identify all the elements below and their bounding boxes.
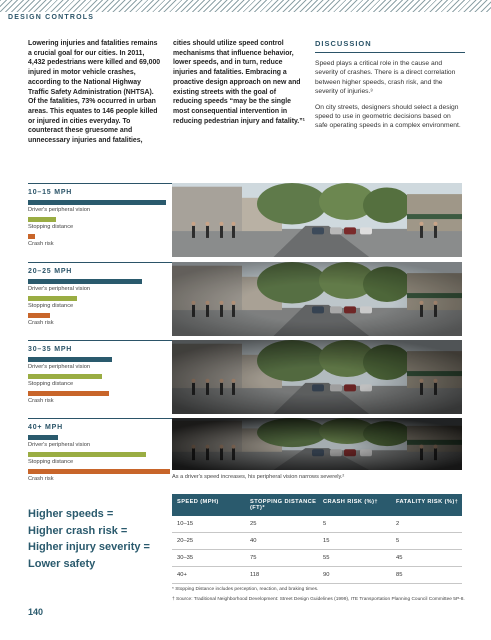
crash-bar [28, 391, 109, 396]
stopping-label: Stopping distance [28, 303, 74, 309]
header-crash-risk: CRASH RISK (%)† [323, 499, 378, 505]
header-speed: SPEED (MPH) [177, 499, 219, 505]
discussion-paragraph-2: On city streets, designers should select a design speed to use in geometric decisions based on safe operating speeds in a complex environment. [315, 103, 461, 130]
tagline-line: Higher speeds = [28, 508, 114, 520]
tagline [28, 506, 168, 572]
stopping-label: Stopping distance [28, 224, 74, 230]
speed-panel-40-plus [28, 418, 176, 482]
table-row [172, 533, 462, 550]
street-photo-40-plus [172, 418, 462, 470]
discussion-title: DISCUSSION [315, 39, 465, 53]
speed-label: 20–25 MPH [28, 268, 73, 275]
street-photo-20-25 [172, 262, 462, 336]
footnote: † Source: Traditional Neighborhood Development: Street Design Guidelines (1999), ITE Transportation Planning Council Committee 5P-8. [172, 596, 465, 602]
table-cell: 55 [323, 555, 330, 561]
speed-panel-20-25 [28, 262, 176, 326]
footnote: * Stopping Distance includes perception, reaction, and braking times. [172, 587, 319, 592]
tagline-line: Higher injury severity = [28, 541, 150, 553]
speed-label: 30–35 MPH [28, 346, 73, 353]
street-photo-30-35 [172, 340, 462, 414]
table-cell: 5 [323, 521, 327, 527]
table-header [172, 494, 462, 516]
table-row [172, 516, 462, 533]
table-cell: 25 [250, 521, 257, 527]
crash-label: Crash risk [28, 241, 54, 247]
table-cell: 90 [323, 572, 330, 578]
table-cell: 15 [323, 538, 330, 544]
crash-bar [28, 234, 35, 239]
vision-bar [28, 279, 142, 284]
speed-label: 40+ MPH [28, 424, 63, 431]
stopping-bar [28, 452, 146, 457]
vision-label: Driver's peripheral vision [28, 286, 91, 292]
vision-label: Driver's peripheral vision [28, 207, 91, 213]
crash-label: Crash risk [28, 476, 54, 482]
speed-panel-10-15 [28, 183, 176, 247]
header-stopping: STOPPING DISTANCE (FT)* [250, 499, 317, 511]
discussion-paragraph-1: Speed plays a critical role in the cause and severity of crashes. There is a direct correlation between higher speeds, crash risk, and the severity of injuries.³ [315, 60, 456, 96]
discussion-box [315, 39, 465, 131]
crash-bar [28, 469, 170, 474]
vision-bar [28, 200, 166, 205]
crash-label: Crash risk [28, 398, 54, 404]
intro-text-left: Lowering injuries and fatalities remains a crucial goal for our cities. In 2011, 4,432 pedestrians were killed and 69,000 injured in motor vehicle crashes, according to the National Highway Traffic Safety Administration (NHTSA). Of the fatalities, 73% occurred in urban areas. This equates to 146 people killed or injured in cities everyday. To counteract these gruesome and unnecessary injuries and fatalities, [28, 40, 161, 145]
vision-bar [28, 435, 58, 440]
stopping-bar [28, 296, 77, 301]
stopping-bar [28, 217, 56, 222]
table-cell: 2 [396, 521, 400, 527]
table-cell: 85 [396, 572, 403, 578]
tagline-line: Higher crash risk = [28, 524, 128, 537]
street-photo-10-15 [172, 183, 462, 257]
table-cell: 5 [396, 538, 400, 544]
table-cell: 40+ [177, 572, 187, 578]
street-scene-image [172, 340, 462, 414]
crash-label: Crash risk [28, 320, 54, 326]
street-scene-image [172, 183, 462, 257]
stopping-label: Stopping distance [28, 381, 74, 387]
page-number: 140 [28, 607, 44, 617]
table-cell: 75 [250, 555, 257, 561]
tagline-line: Lower safety [28, 557, 96, 570]
section-label: DESIGN CONTROLS [0, 14, 491, 21]
table-cell: 20–25 [177, 538, 194, 544]
vision-label: Driver's peripheral vision [28, 364, 91, 370]
table-row [172, 550, 462, 567]
street-scene-image [172, 262, 462, 336]
stopping-bar [28, 374, 102, 379]
header-fatality-risk: FATALITY RISK (%)† [396, 499, 459, 505]
speed-risk-table [172, 494, 462, 584]
speed-label: 10–15 MPH [28, 189, 73, 196]
street-scene-image [172, 418, 462, 470]
stopping-label: Stopping distance [28, 459, 74, 465]
intro-text-right: cities should utilize speed control mechanisms that influence behavior, lower speeds, and in turn, reduce injuries and fatalities. Embracing a proactive design approach on new and existing streets with the goal of reducing speeds “may be the single most consequential intervention in reducing pedestrian injury and fatality.”¹ [173, 40, 305, 125]
crash-bar [28, 313, 50, 318]
table-cell: 45 [396, 555, 403, 561]
table-cell: 118 [250, 572, 260, 578]
speed-panel-30-35 [28, 340, 176, 404]
vision-label: Driver's peripheral vision [28, 442, 91, 448]
photo-caption: As a driver's speed increases, his peripheral vision narrows severely.² [172, 474, 345, 480]
table-cell: 30–35 [177, 555, 194, 561]
table-row [172, 567, 462, 584]
vision-bar [28, 357, 112, 362]
header-hatch-band [0, 0, 491, 12]
footnotes [172, 586, 472, 605]
table-cell: 40 [250, 538, 257, 544]
table-cell: 10–15 [177, 521, 194, 527]
